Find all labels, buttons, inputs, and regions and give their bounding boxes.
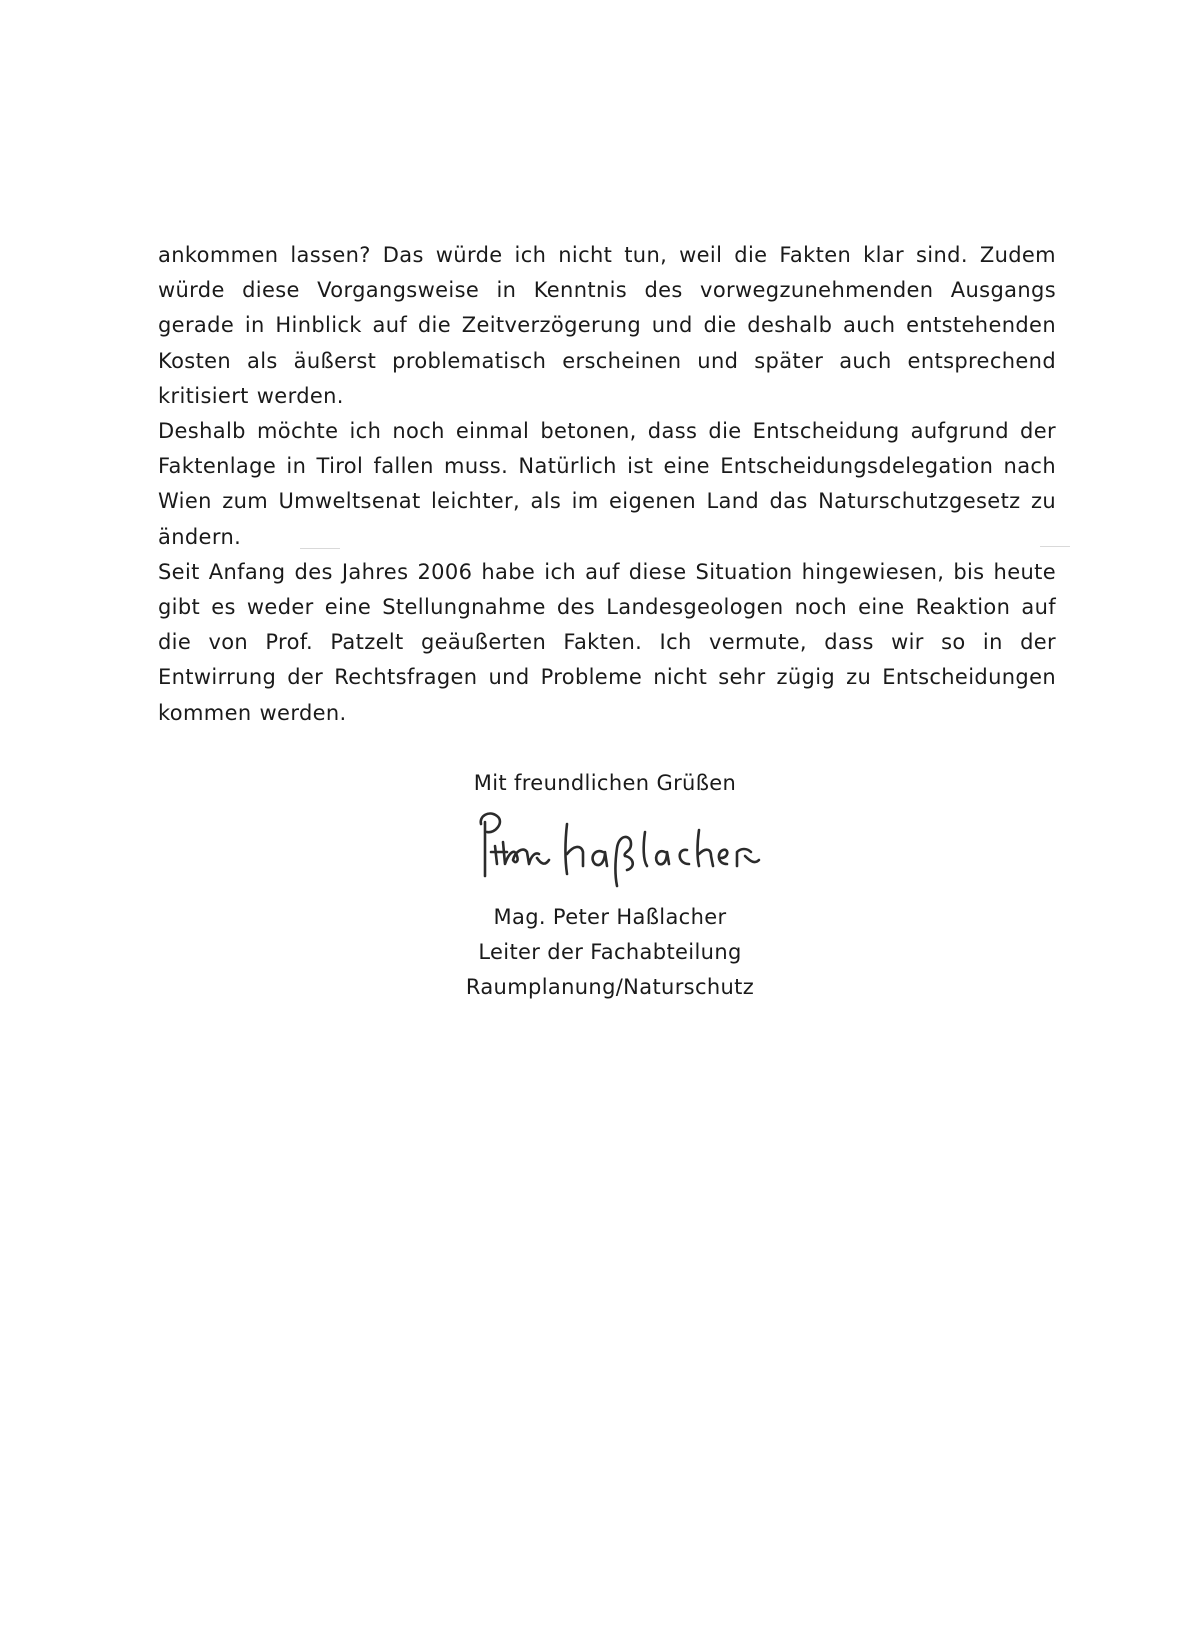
signature-block xyxy=(420,768,800,1005)
scan-artifact-line xyxy=(1040,546,1070,547)
letter-paragraph-1: ankommen lassen? Das würde ich nicht tun, weil die Fakten klar sind. Zudem würde diese Vorgangsweise in Kenntnis des vorwegzunehmenden Ausgangs gerade in Hinblick auf die Zeitverzögerung und die deshalb auch entstehenden Kosten als äußerst problematisch erscheinen und später auch entsprechend kritisiert werden. xyxy=(158,243,1056,408)
signatory-title-line-2: Raumplanung/Naturschutz xyxy=(465,975,755,999)
letter-paragraph-3: Seit Anfang des Jahres 2006 habe ich auf diese Situation hingewiesen, bis heute gibt es weder eine Stellungnahme des Landesgeologen noch eine Reaktion auf die von Prof. Patzelt geäußerten Fakten. Ich vermute, dass wir so in der Entwirrung der Rechtsfragen und Probleme nicht sehr zügig zu Entscheidungen kommen werden. xyxy=(158,559,1056,725)
signatory-name: Mag. Peter Haßlacher xyxy=(493,905,727,929)
closing-salutation: Mit freundlichen Grüßen xyxy=(473,771,737,795)
scan-artifact-line xyxy=(300,548,340,549)
handwritten-signature xyxy=(455,802,765,898)
letter-paragraph-2: Deshalb möchte ich noch einmal betonen, dass die Entscheidung aufgrund der Faktenlage in Tirol fallen muss. Natürlich ist eine Entscheidungsdelegation nach Wien zum Umweltsenat leichter, als im eigenen Land das Naturschutzgesetz zu ändern. xyxy=(158,419,1056,549)
signatory-title-line-1: Leiter der Fachabteilung xyxy=(478,940,742,964)
letter-body xyxy=(158,238,1056,731)
